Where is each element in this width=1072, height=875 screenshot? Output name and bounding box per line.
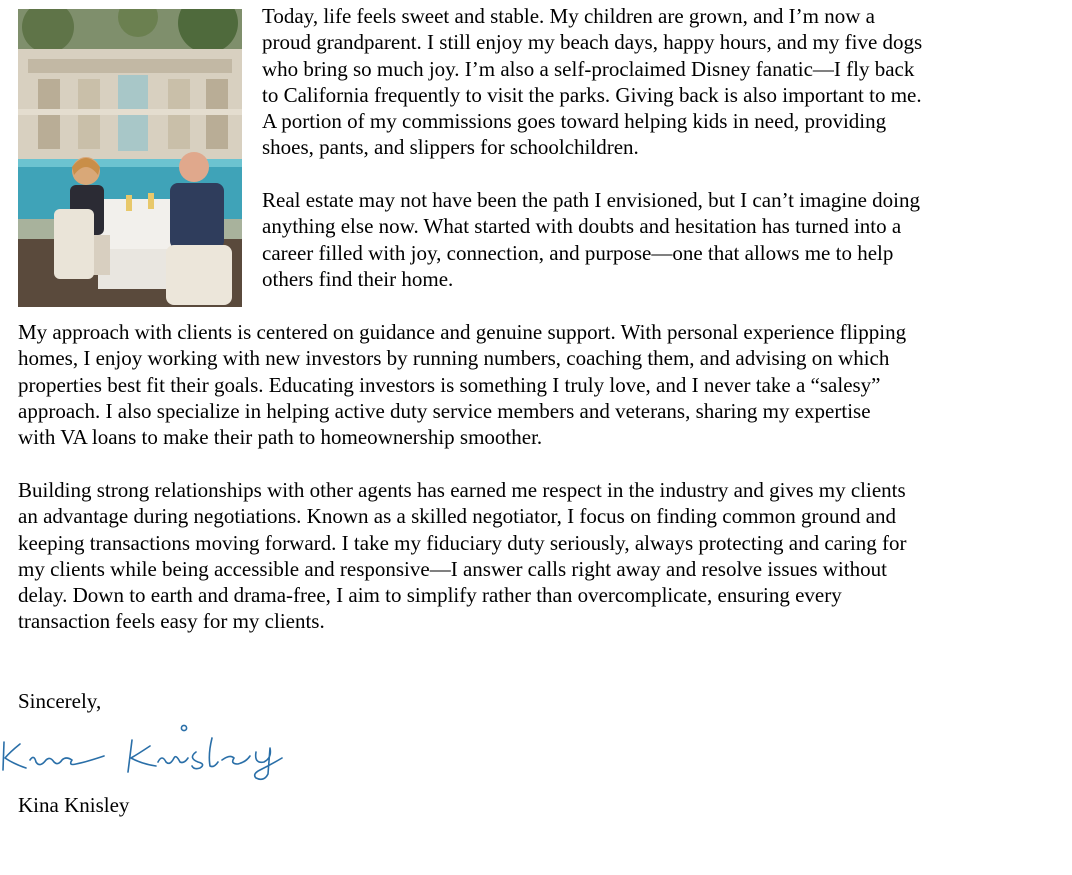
text-line: homes, I enjoy working with new investors by running numbers, coaching them, and advising on which (18, 346, 890, 371)
couple-photo (18, 9, 242, 307)
paragraph-client-approach (18, 319, 906, 450)
text-line: anything else now. What started with doubts and hesitation has turned into a (262, 214, 902, 239)
text-line: Real estate may not have been the path I envisioned, but I can’t imagine doing (262, 188, 920, 212)
text-line: properties best fit their goals. Educating investors is something I truly love, and I never take a “salesy” (18, 372, 881, 397)
text-line: who bring so much joy. I’m also a self-proclaimed Disney fanatic—I fly back (262, 56, 915, 81)
text-line: others find their home. (262, 266, 454, 291)
text-line: an advantage during negotiations. Known as a skilled negotiator, I focus on finding common ground and (18, 504, 897, 529)
text-line: to California frequently to visit the parks. Giving back is also important to me. (262, 82, 922, 107)
text-line: delay. Down to earth and drama-free, I aim to simplify rather than overcomplicate, ensuring every (18, 583, 842, 608)
text-line: My approach with clients is centered on guidance and genuine support. With personal experience flipping (18, 320, 907, 344)
text-line: with VA loans to make their path to homeownership smoother. (18, 425, 543, 450)
text-line: transaction feels easy for my clients. (18, 609, 325, 634)
closing-salutation: Sincerely, (18, 689, 102, 713)
text-line: keeping transactions moving forward. I take my fiduciary duty seriously, always protecting and caring for (18, 530, 907, 555)
text-line: shoes, pants, and slippers for schoolchildren. (262, 135, 639, 160)
text-line: my clients while being accessible and responsive—I answer calls right away and resolve issues without (18, 556, 887, 581)
handwritten-signature (0, 718, 290, 784)
text-line: Building strong relationships with other agents has earned me respect in the industry and gives my clients (18, 478, 906, 502)
paragraph-family-life (262, 3, 922, 161)
signer-name: Kina Knisley (18, 793, 130, 817)
text-line: career filled with joy, connection, and purpose—one that allows me to help (262, 240, 894, 265)
paragraph-relationships (18, 477, 907, 635)
text-line: Today, life feels sweet and stable. My children are grown, and I’m now a (262, 4, 875, 28)
paragraph-career-path (262, 187, 920, 292)
text-line: approach. I also specialize in helping active duty service members and veterans, sharing my expertise (18, 398, 871, 423)
text-line: proud grandparent. I still enjoy my beach days, happy hours, and my five dogs (262, 30, 923, 55)
text-line: A portion of my commissions goes toward helping kids in need, providing (262, 109, 887, 134)
